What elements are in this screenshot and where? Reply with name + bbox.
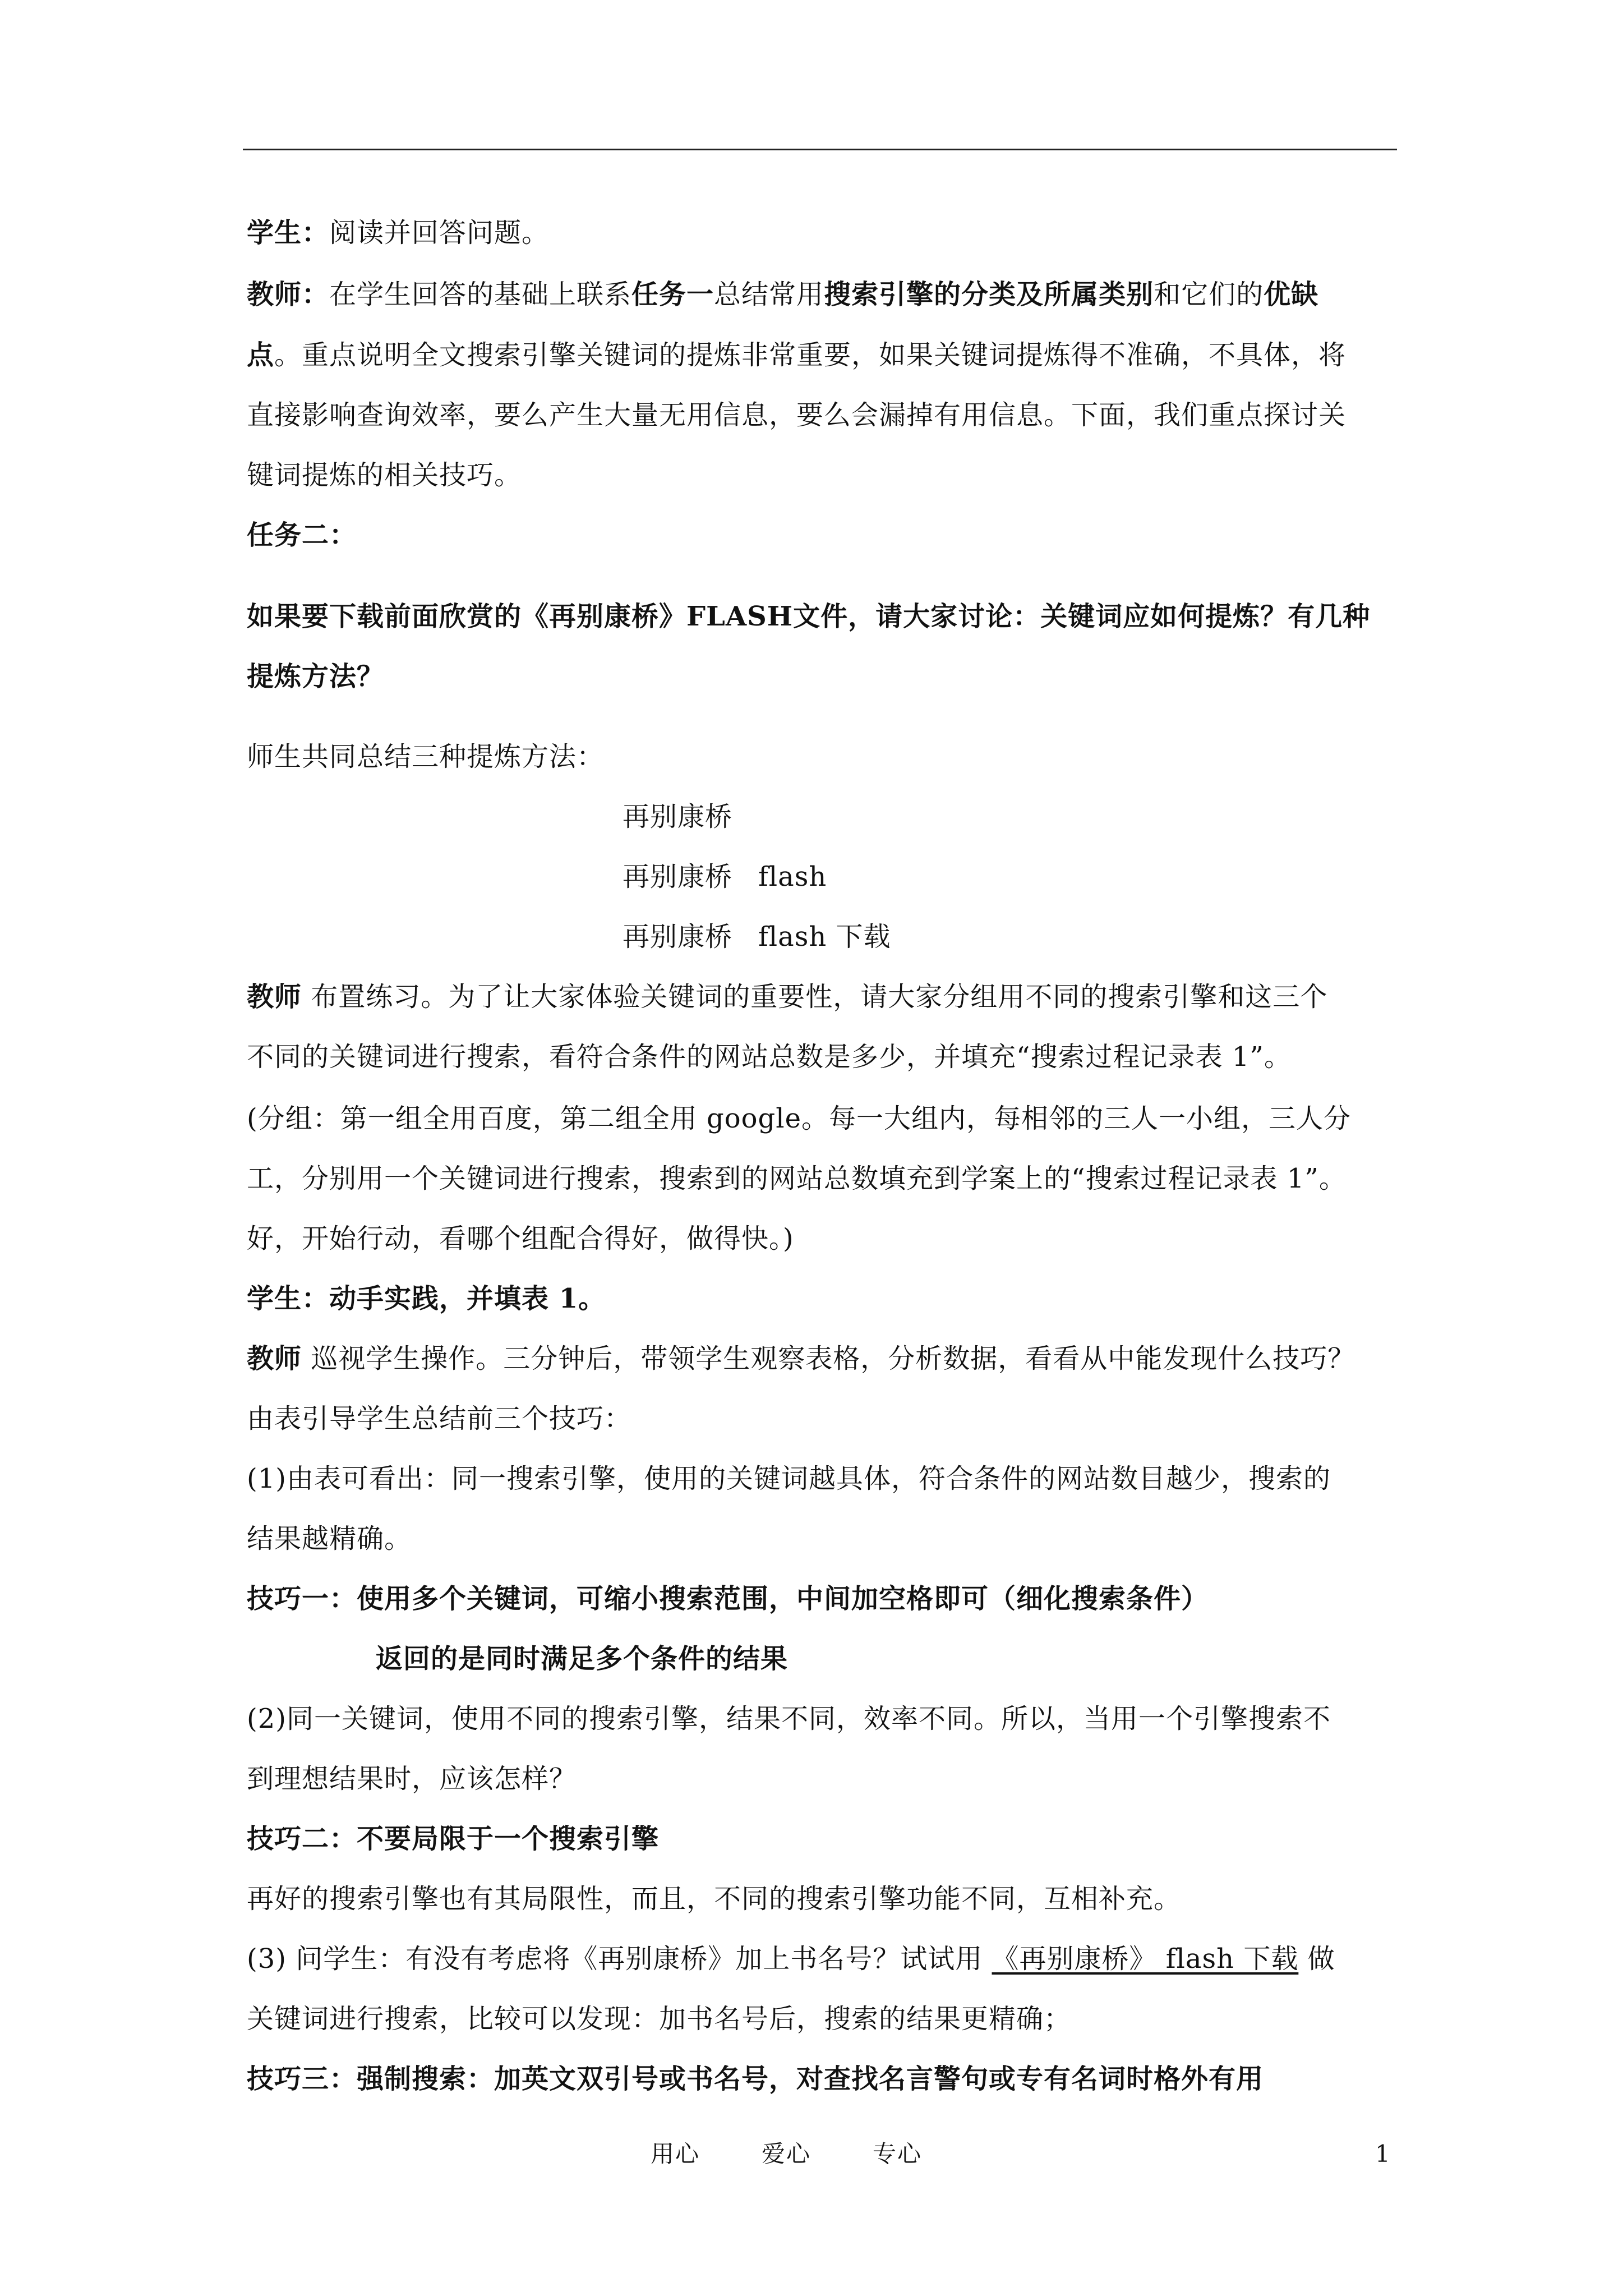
footer-word: 爱心 xyxy=(762,2140,811,2168)
bold-term: 优缺 xyxy=(1264,279,1319,310)
line-text: 。重点说明全文搜索引擎关键词的提炼非常重要，如果关键词提炼得不准确，不具体，将 xyxy=(274,339,1347,371)
line-text: 巡视学生操作。三分钟后，带领学生观察表格，分析数据，看看从中能发现什么技巧？ xyxy=(302,1343,1355,1374)
keyword-example xyxy=(623,859,1623,895)
speaker-label: 学生： xyxy=(247,217,330,249)
text-line: 好，开始行动，看哪个组配合得好，做得快。) xyxy=(247,1223,794,1254)
text-line xyxy=(247,1341,1396,1377)
question-line: 如果要下载前面欣赏的《再别康桥》FLASH文件，请大家讨论：关键词应如何提炼？有几种 xyxy=(247,601,1371,632)
text-line: 学生：动手实践，并填表 1。 xyxy=(247,1283,606,1314)
speaker-label: 教师 xyxy=(247,981,302,1013)
tip-heading: 技巧三：强制搜索：加英文双引号或书名号，对查找名言警句或专有名词时格外有用 xyxy=(247,2063,1264,2095)
line-text: 在学生回答的基础上联系 xyxy=(329,279,632,310)
text-line xyxy=(247,337,1396,373)
keyword-cn: 再别康桥 xyxy=(623,861,733,892)
tip-detail: 返回的是同时满足多个条件的结果 xyxy=(376,1643,789,1674)
text-line xyxy=(247,215,1396,251)
section-heading: 任务二： xyxy=(247,519,357,551)
line-text: (3) 问学生：有没有考虑将《再别康桥》加上书名号？试试用 xyxy=(247,1943,992,1975)
text-line: 师生共同总结三种提炼方法： xyxy=(247,741,605,772)
line-text: 做 xyxy=(1298,1943,1335,1975)
header-rule xyxy=(243,149,1397,150)
text-line: 由表引导学生总结前三个技巧： xyxy=(247,1403,632,1434)
page-number: 1 xyxy=(1375,2140,1390,2168)
underlined-keyword: 《再别康桥》 flash 下载 xyxy=(992,1943,1299,1975)
keyword-en: flash 下载 xyxy=(758,921,891,953)
keyword-en: flash xyxy=(758,861,827,892)
text-line: 不同的关键词进行搜索，看符合条件的网站总数是多少，并填充“搜索过程记录表 1”。 xyxy=(247,1041,1292,1073)
speaker-label: 教师 xyxy=(247,1343,302,1374)
bold-term: 任务一 xyxy=(631,279,714,310)
text-line: 工，分别用一个关键词进行搜索，搜索到的网站总数填充到学案上的“搜索过程记录表 1”。 xyxy=(247,1163,1347,1194)
text-line: (2)同一关键词，使用不同的搜索引擎，结果不同，效率不同。所以，当用一个引擎搜索不 xyxy=(247,1703,1331,1734)
text-line: 结果越精确。 xyxy=(247,1523,412,1554)
footer-word: 专心 xyxy=(873,2140,923,2168)
tip-heading: 技巧一：使用多个关键词，可缩小搜索范围，中间加空格即可（细化搜索条件） xyxy=(247,1583,1209,1614)
text-line xyxy=(247,1941,1396,1977)
question-line: 提炼方法？ xyxy=(247,661,385,692)
footer-motto xyxy=(651,2138,984,2170)
line-text: 和它们的 xyxy=(1154,279,1264,310)
speaker-label: 教师： xyxy=(247,279,330,310)
text-line: 再好的搜索引擎也有其局限性，而且，不同的搜索引擎功能不同，互相补充。 xyxy=(247,1883,1182,1915)
line-text: 总结常用 xyxy=(714,279,824,310)
keyword-example: 再别康桥 xyxy=(623,801,733,832)
text-line xyxy=(247,979,1396,1015)
line-text: 布置练习。为了让大家体验关键词的重要性，请大家分组用不同的搜索引擎和这三个 xyxy=(302,981,1328,1013)
text-line: 直接影响查询效率，要么产生大量无用信息，要么会漏掉有用信息。下面，我们重点探讨关 xyxy=(247,399,1347,431)
text-line: 关键词进行搜索，比较可以发现：加书名号后，搜索的结果更精确； xyxy=(247,2003,1072,2035)
text-line: 键词提炼的相关技巧。 xyxy=(247,459,522,491)
line-text: 阅读并回答问题。 xyxy=(329,217,550,249)
tip-heading: 技巧二：不要局限于一个搜索引擎 xyxy=(247,1823,660,1855)
text-line xyxy=(247,277,1396,312)
bold-term: 点 xyxy=(247,339,275,371)
keyword-cn: 再别康桥 xyxy=(623,921,733,953)
text-line: (分组：第一组全用百度，第二组全用 google。每一大组内，每相邻的三人一小组，三人分 xyxy=(247,1103,1351,1134)
text-line: (1)由表可看出：同一搜索引擎，使用的关键词越具体，符合条件的网站数目越少，搜索的 xyxy=(247,1463,1331,1494)
footer-word: 用心 xyxy=(651,2140,700,2168)
keyword-example xyxy=(623,919,1623,955)
bold-term: 搜索引擎的分类及所属类别 xyxy=(824,279,1154,310)
text-line: 到理想结果时，应该怎样？ xyxy=(247,1763,577,1795)
